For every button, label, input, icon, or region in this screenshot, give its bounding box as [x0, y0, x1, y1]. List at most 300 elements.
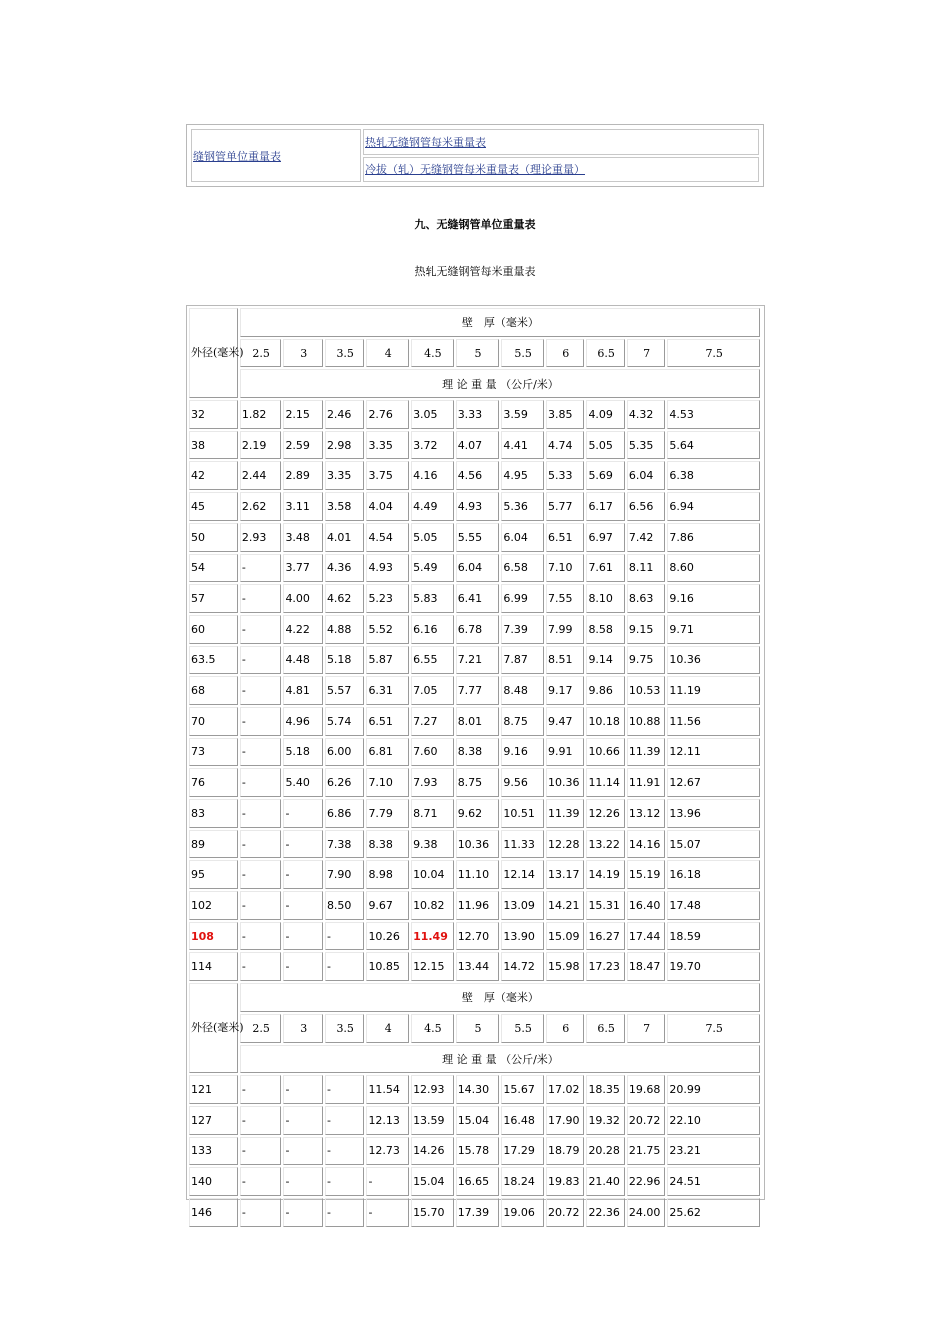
weight-cell: 2.59: [283, 431, 323, 460]
weight-cell: 2.62: [240, 492, 282, 521]
weight-cell: 7.90: [325, 860, 365, 889]
weight-cell: 5.52: [366, 615, 409, 644]
weight-cell: -: [283, 1137, 323, 1166]
weight-cell: 10.36: [546, 768, 584, 797]
weight-cell: 12.14: [501, 860, 544, 889]
weight-cell: 4.93: [366, 554, 409, 583]
weight-cell: -: [325, 1106, 365, 1135]
weight-cell: 14.72: [501, 952, 544, 981]
nav-link-hot-rolled[interactable]: 热轧无缝钢管每米重量表: [365, 135, 486, 149]
weight-cell: 7.55: [546, 584, 584, 613]
weight-cell: 7.79: [366, 799, 409, 828]
weight-cell: -: [283, 1106, 323, 1135]
weight-cell: 24.00: [627, 1198, 665, 1227]
weight-cell: -: [366, 1198, 409, 1227]
weight-cell: 6.41: [456, 584, 500, 613]
weight-cell: 7.05: [411, 676, 454, 705]
weight-cell: 17.48: [667, 891, 760, 920]
weight-cell: 9.91: [546, 738, 584, 767]
weight-cell: 20.28: [586, 1137, 624, 1166]
header-thickness-value: 5: [456, 339, 500, 368]
weight-cell: 12.11: [667, 738, 760, 767]
od-cell: 140: [189, 1167, 238, 1196]
nav-right-cell-2: [363, 157, 759, 183]
weight-cell: 2.15: [283, 400, 323, 429]
od-cell: 76: [189, 768, 238, 797]
weight-cell: 16.18: [667, 860, 760, 889]
header-thickness-value: 3.5: [325, 339, 365, 368]
weight-cell: 14.26: [411, 1137, 454, 1166]
weight-cell: 11.10: [456, 860, 500, 889]
weight-cell: 8.10: [586, 584, 624, 613]
weight-cell: 4.81: [283, 676, 323, 705]
weight-cell: 5.33: [546, 461, 584, 490]
header-weight: 理 论 重 量 （公斤/米）: [240, 1045, 760, 1074]
weight-cell: 2.89: [283, 461, 323, 490]
header-thickness-value: 6: [546, 339, 584, 368]
weight-cell: 6.00: [325, 738, 365, 767]
weight-cell: -: [240, 646, 282, 675]
weight-cell: 14.30: [456, 1075, 500, 1104]
weight-cell: 3.11: [283, 492, 323, 521]
weight-table: [187, 306, 762, 1229]
weight-cell: 3.59: [501, 400, 544, 429]
weight-cell: 3.35: [366, 431, 409, 460]
od-cell: 38: [189, 431, 238, 460]
table-row: [189, 738, 760, 767]
weight-cell: 4.09: [586, 400, 624, 429]
od-cell: 60: [189, 615, 238, 644]
weight-cell: 7.86: [667, 523, 760, 552]
weight-cell: 5.77: [546, 492, 584, 521]
weight-cell: 5.69: [586, 461, 624, 490]
weight-cell: 4.53: [667, 400, 760, 429]
nav-link-seamless-weight[interactable]: 缝钢管单位重量表: [193, 149, 281, 163]
weight-cell: 9.71: [667, 615, 760, 644]
weight-cell: 18.79: [546, 1137, 584, 1166]
weight-cell: 8.51: [546, 646, 584, 675]
weight-cell: 22.36: [586, 1198, 624, 1227]
od-cell: 50: [189, 523, 238, 552]
weight-cell: 4.01: [325, 523, 365, 552]
weight-cell: 5.74: [325, 707, 365, 736]
header-thickness-value: 4.5: [411, 1014, 454, 1043]
weight-cell: 3.85: [546, 400, 584, 429]
weight-cell: 6.04: [627, 461, 665, 490]
weight-cell: -: [240, 799, 282, 828]
table-row: [189, 799, 760, 828]
weight-cell: 6.04: [501, 523, 544, 552]
table-row: [189, 891, 760, 920]
weight-cell: 7.93: [411, 768, 454, 797]
table-row: [189, 860, 760, 889]
weight-cell: 6.56: [627, 492, 665, 521]
weight-cell: -: [325, 1167, 365, 1196]
weight-cell: 8.60: [667, 554, 760, 583]
weight-cell: 16.48: [501, 1106, 544, 1135]
weight-cell: 9.56: [501, 768, 544, 797]
header-thickness-value: 6.5: [586, 339, 624, 368]
weight-cell: 11.56: [667, 707, 760, 736]
weight-cell: -: [240, 952, 282, 981]
weight-cell: -: [240, 1167, 282, 1196]
header-od: 外径(毫米): [189, 983, 238, 1073]
weight-cell: 8.11: [627, 554, 665, 583]
weight-cell: 18.24: [501, 1167, 544, 1196]
weight-cell: 13.44: [456, 952, 500, 981]
table-row: [189, 768, 760, 797]
weight-cell: 5.35: [627, 431, 665, 460]
weight-cell: 12.73: [366, 1137, 409, 1166]
weight-cell: -: [240, 768, 282, 797]
weight-cell: 25.62: [667, 1198, 760, 1227]
weight-cell: 3.05: [411, 400, 454, 429]
weight-cell: 6.78: [456, 615, 500, 644]
header-row-thickness: [189, 308, 760, 337]
weight-cell: -: [240, 1075, 282, 1104]
weight-cell: 7.10: [546, 554, 584, 583]
weight-cell: 10.26: [366, 922, 409, 951]
weight-cell: 7.87: [501, 646, 544, 675]
header-thickness-value: 2.5: [240, 1014, 282, 1043]
weight-cell: 8.01: [456, 707, 500, 736]
weight-cell: -: [240, 584, 282, 613]
weight-cell: 12.15: [411, 952, 454, 981]
weight-cell: 7.61: [586, 554, 624, 583]
weight-cell: 7.10: [366, 768, 409, 797]
nav-left-cell: [191, 129, 361, 182]
header-thickness-value: 3.5: [325, 1014, 365, 1043]
weight-cell: -: [283, 1167, 323, 1196]
od-cell: 108: [189, 922, 238, 951]
weight-cell: 4.88: [325, 615, 365, 644]
table-row: [189, 431, 760, 460]
weight-cell: 9.38: [411, 830, 454, 859]
weight-cell: 13.12: [627, 799, 665, 828]
weight-cell: 10.36: [667, 646, 760, 675]
header-row-values: [189, 339, 760, 368]
weight-cell: 15.98: [546, 952, 584, 981]
weight-cell: 8.48: [501, 676, 544, 705]
header-row-weight: [189, 369, 760, 398]
weight-cell: 9.62: [456, 799, 500, 828]
od-cell: 114: [189, 952, 238, 981]
weight-cell: 4.49: [411, 492, 454, 521]
weight-cell: 7.60: [411, 738, 454, 767]
weight-cell: 10.04: [411, 860, 454, 889]
table-row: [189, 1075, 760, 1104]
weight-cell: 5.23: [366, 584, 409, 613]
weight-cell: 19.68: [627, 1075, 665, 1104]
weight-cell: 11.39: [546, 799, 584, 828]
od-cell: 45: [189, 492, 238, 521]
weight-cell: 21.75: [627, 1137, 665, 1166]
weight-cell: 3.75: [366, 461, 409, 490]
weight-cell: 11.14: [586, 768, 624, 797]
weight-cell: 12.67: [667, 768, 760, 797]
table-row: [189, 554, 760, 583]
weight-cell: 15.07: [667, 830, 760, 859]
weight-cell: 5.05: [411, 523, 454, 552]
od-cell: 146: [189, 1198, 238, 1227]
weight-cell: -: [283, 891, 323, 920]
weight-cell: 3.72: [411, 431, 454, 460]
header-thickness-value: 7.5: [667, 339, 760, 368]
weight-cell: 10.82: [411, 891, 454, 920]
weight-cell: 15.09: [546, 922, 584, 951]
weight-cell: 8.38: [366, 830, 409, 859]
od-cell: 121: [189, 1075, 238, 1104]
weight-cell: 21.40: [586, 1167, 624, 1196]
weight-cell: 5.57: [325, 676, 365, 705]
nav-link-cold-drawn[interactable]: 冷拔（轧）无缝钢管每米重量表（理论重量）: [365, 163, 585, 177]
header-od: 外径(毫米): [189, 308, 238, 398]
weight-cell: 19.70: [667, 952, 760, 981]
weight-cell: 6.99: [501, 584, 544, 613]
weight-cell: 2.19: [240, 431, 282, 460]
weight-cell: -: [240, 1137, 282, 1166]
header-thickness-value: 4: [366, 339, 409, 368]
weight-cell: 3.35: [325, 461, 365, 490]
od-cell: 57: [189, 584, 238, 613]
weight-cell: -: [325, 922, 365, 951]
table-row: [189, 830, 760, 859]
weight-cell: 5.49: [411, 554, 454, 583]
weight-cell: 13.22: [586, 830, 624, 859]
weight-cell: 15.70: [411, 1198, 454, 1227]
weight-cell: 10.51: [501, 799, 544, 828]
weight-cell: 12.26: [586, 799, 624, 828]
od-cell: 89: [189, 830, 238, 859]
weight-cell: 9.47: [546, 707, 584, 736]
weight-cell: 4.04: [366, 492, 409, 521]
od-cell: 95: [189, 860, 238, 889]
weight-cell: -: [240, 1198, 282, 1227]
od-cell: 70: [189, 707, 238, 736]
weight-cell: 5.55: [456, 523, 500, 552]
weight-cell: 5.87: [366, 646, 409, 675]
weight-cell: 3.33: [456, 400, 500, 429]
weight-cell: 4.00: [283, 584, 323, 613]
table-row: [189, 707, 760, 736]
weight-cell: 14.21: [546, 891, 584, 920]
header-thickness-value: 7: [627, 339, 665, 368]
weight-cell: 20.99: [667, 1075, 760, 1104]
header-thickness: 壁 厚（毫米）: [240, 983, 760, 1012]
weight-cell: -: [283, 922, 323, 951]
weight-cell: 12.93: [411, 1075, 454, 1104]
weight-cell: 7.77: [456, 676, 500, 705]
weight-cell: 6.04: [456, 554, 500, 583]
weight-cell: 6.81: [366, 738, 409, 767]
weight-cell: 11.19: [667, 676, 760, 705]
weight-table-frame: [186, 305, 765, 1219]
weight-cell: 13.96: [667, 799, 760, 828]
weight-cell: 20.72: [546, 1198, 584, 1227]
weight-cell: -: [325, 952, 365, 981]
header-row-thickness: [189, 983, 760, 1012]
weight-cell: -: [240, 830, 282, 859]
weight-cell: 6.55: [411, 646, 454, 675]
weight-cell: 7.39: [501, 615, 544, 644]
weight-cell: 7.38: [325, 830, 365, 859]
weight-cell: 11.96: [456, 891, 500, 920]
weight-cell: 8.38: [456, 738, 500, 767]
table-row: [189, 492, 760, 521]
weight-cell: 6.86: [325, 799, 365, 828]
weight-cell: 2.98: [325, 431, 365, 460]
weight-cell: 17.02: [546, 1075, 584, 1104]
table-row: [189, 922, 760, 951]
weight-cell: 12.13: [366, 1106, 409, 1135]
header-row-weight: [189, 1045, 760, 1074]
weight-cell: 24.51: [667, 1167, 760, 1196]
weight-cell: 4.36: [325, 554, 365, 583]
weight-cell: 13.90: [501, 922, 544, 951]
table-title: 热轧无缝钢管每米重量表: [414, 265, 536, 278]
weight-cell: -: [240, 615, 282, 644]
weight-cell: -: [283, 830, 323, 859]
weight-cell: 7.99: [546, 615, 584, 644]
weight-cell: 15.04: [411, 1167, 454, 1196]
weight-cell: 4.93: [456, 492, 500, 521]
table-row: [189, 584, 760, 613]
weight-cell: 11.33: [501, 830, 544, 859]
weight-cell: -: [240, 922, 282, 951]
weight-cell: 9.17: [546, 676, 584, 705]
weight-cell: 9.75: [627, 646, 665, 675]
weight-cell: -: [240, 676, 282, 705]
table-row: [189, 952, 760, 981]
weight-cell: -: [240, 738, 282, 767]
table-row: [189, 1106, 760, 1135]
weight-cell: 22.96: [627, 1167, 665, 1196]
weight-cell: 4.16: [411, 461, 454, 490]
weight-cell: 6.16: [411, 615, 454, 644]
table-row: [189, 615, 760, 644]
header-thickness-value: 6: [546, 1014, 584, 1043]
weight-cell: 8.71: [411, 799, 454, 828]
weight-cell: 2.93: [240, 523, 282, 552]
weight-cell: 12.28: [546, 830, 584, 859]
weight-cell: 15.78: [456, 1137, 500, 1166]
weight-cell: 8.75: [501, 707, 544, 736]
table-row: [189, 646, 760, 675]
weight-cell: -: [240, 554, 282, 583]
weight-cell: 6.31: [366, 676, 409, 705]
weight-cell: -: [325, 1137, 365, 1166]
weight-cell: 4.56: [456, 461, 500, 490]
weight-cell: 10.18: [586, 707, 624, 736]
weight-cell: 9.15: [627, 615, 665, 644]
weight-cell: 4.07: [456, 431, 500, 460]
weight-cell: 13.59: [411, 1106, 454, 1135]
od-cell: 63.5: [189, 646, 238, 675]
weight-cell: 9.16: [501, 738, 544, 767]
weight-cell: 4.96: [283, 707, 323, 736]
weight-cell: 4.48: [283, 646, 323, 675]
header-row-values: [189, 1014, 760, 1043]
weight-cell: 5.64: [667, 431, 760, 460]
weight-cell: 17.44: [627, 922, 665, 951]
weight-cell: 20.72: [627, 1106, 665, 1135]
weight-cell: 2.76: [366, 400, 409, 429]
weight-cell: -: [325, 1198, 365, 1227]
weight-cell: 18.47: [627, 952, 665, 981]
weight-cell: 1.82: [240, 400, 282, 429]
table-row: [189, 523, 760, 552]
weight-cell: 12.70: [456, 922, 500, 951]
weight-cell: -: [240, 860, 282, 889]
od-cell: 54: [189, 554, 238, 583]
weight-cell: 10.88: [627, 707, 665, 736]
table-row: [189, 676, 760, 705]
table-row: [189, 400, 760, 429]
header-thickness-value: 2.5: [240, 339, 282, 368]
od-cell: 83: [189, 799, 238, 828]
header-thickness-value: 5: [456, 1014, 500, 1043]
weight-cell: 5.83: [411, 584, 454, 613]
weight-cell: 13.17: [546, 860, 584, 889]
weight-cell: 5.40: [283, 768, 323, 797]
weight-cell: 7.42: [627, 523, 665, 552]
weight-cell: 6.51: [366, 707, 409, 736]
od-cell: 68: [189, 676, 238, 705]
weight-cell: 18.59: [667, 922, 760, 951]
od-cell: 42: [189, 461, 238, 490]
weight-cell: -: [283, 952, 323, 981]
weight-cell: 7.27: [411, 707, 454, 736]
weight-cell: 15.19: [627, 860, 665, 889]
weight-cell: 4.74: [546, 431, 584, 460]
weight-cell: 17.90: [546, 1106, 584, 1135]
weight-cell: 5.18: [325, 646, 365, 675]
weight-cell: 4.62: [325, 584, 365, 613]
weight-cell: 15.04: [456, 1106, 500, 1135]
weight-cell: -: [240, 707, 282, 736]
od-cell: 73: [189, 738, 238, 767]
nav-right-cell-1: [363, 129, 759, 155]
header-weight: 理 论 重 量 （公斤/米）: [240, 369, 760, 398]
weight-cell: 16.65: [456, 1167, 500, 1196]
weight-cell: 4.22: [283, 615, 323, 644]
weight-cell: 13.09: [501, 891, 544, 920]
weight-cell: 5.05: [586, 431, 624, 460]
weight-cell: 15.67: [501, 1075, 544, 1104]
weight-cell: 4.32: [627, 400, 665, 429]
od-cell: 32: [189, 400, 238, 429]
header-thickness-value: 7.5: [667, 1014, 760, 1043]
weight-cell: 14.16: [627, 830, 665, 859]
weight-cell: 17.23: [586, 952, 624, 981]
weight-cell: 10.66: [586, 738, 624, 767]
weight-cell: 6.17: [586, 492, 624, 521]
weight-cell: 15.31: [586, 891, 624, 920]
weight-cell: 5.36: [501, 492, 544, 521]
weight-cell: 6.51: [546, 523, 584, 552]
od-cell: 102: [189, 891, 238, 920]
weight-cell: -: [283, 799, 323, 828]
weight-cell: 3.58: [325, 492, 365, 521]
weight-cell: 16.27: [586, 922, 624, 951]
weight-cell: 18.35: [586, 1075, 624, 1104]
weight-cell: -: [283, 1075, 323, 1104]
weight-cell: 9.14: [586, 646, 624, 675]
weight-cell: -: [283, 1198, 323, 1227]
weight-cell: 8.75: [456, 768, 500, 797]
weight-cell: 8.63: [627, 584, 665, 613]
nav-table-grid: [189, 127, 761, 184]
